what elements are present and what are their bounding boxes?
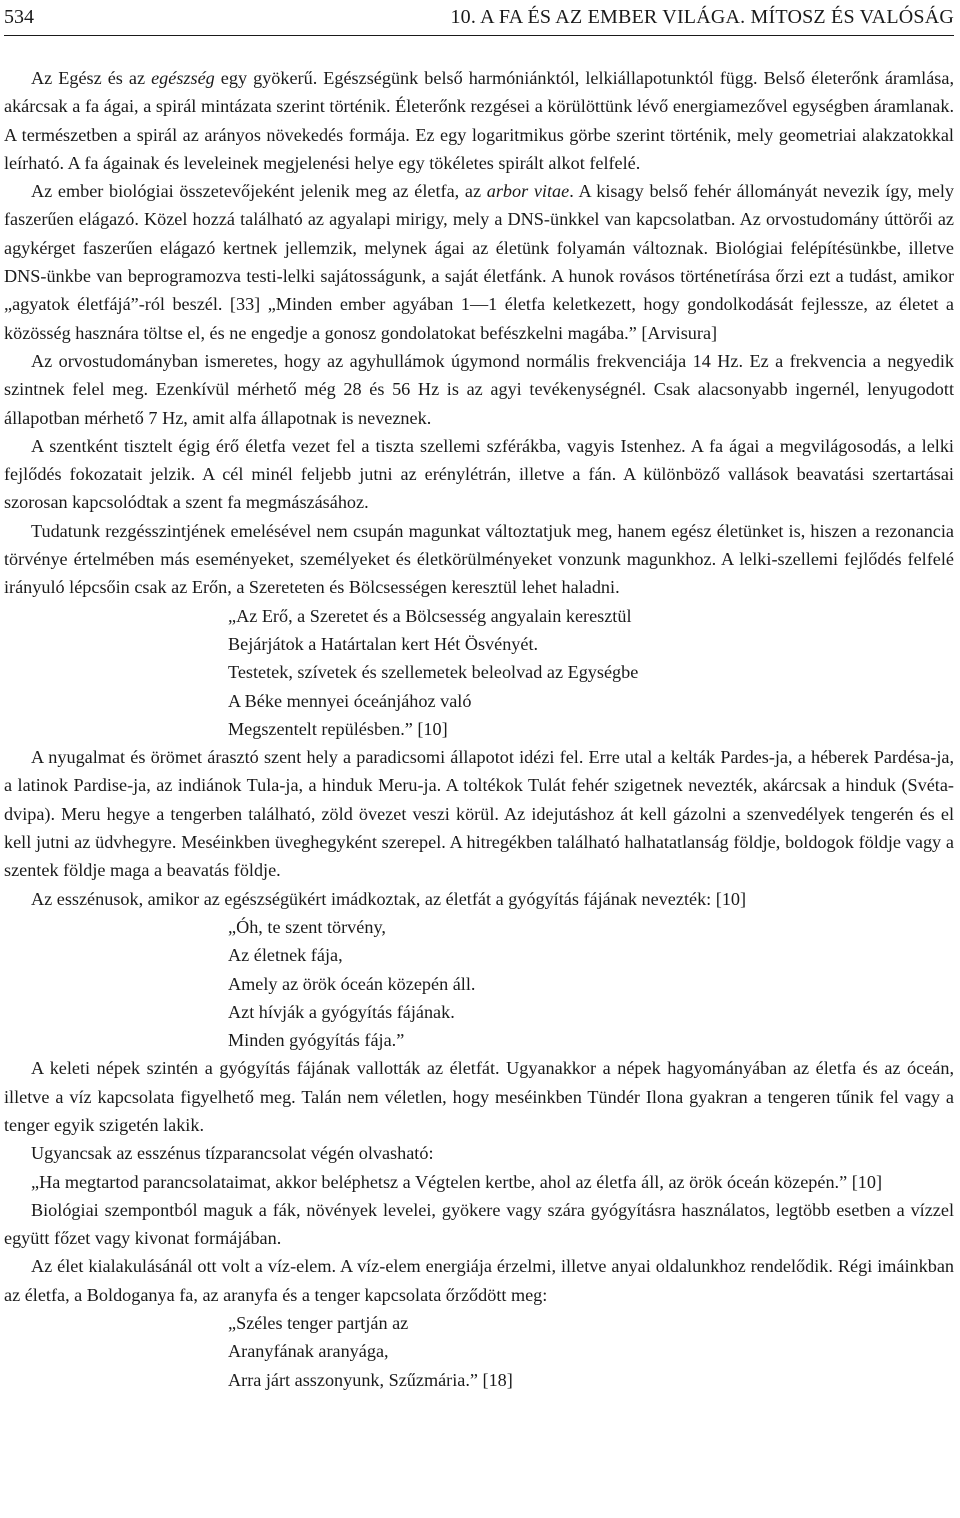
verse-line: Testetek, szívetek és szellemetek beleolvad az Egységbe [228, 662, 639, 683]
verse-line: „Széles tenger partján az [228, 1313, 409, 1334]
verse-line: „Óh, te szent törvény, [228, 916, 386, 937]
verse-line: Azt hívják a gyógyítás fájának. [228, 1001, 455, 1022]
verse-line: Aranyfának aranyága, [228, 1341, 389, 1362]
header-rule [4, 35, 954, 36]
page-header [4, 4, 954, 32]
page-number: 534 [4, 6, 34, 28]
verse-line: A Béke mennyei óceánjához való [228, 690, 472, 711]
verse-quote [4, 602, 954, 743]
paragraph: Az élet kialakulásánál ott volt a víz-elem. A víz-elem energiája érzelmi, illetve anyai oldalunkhoz rendelődik. Régi imáinkban az életfa, a Boldoganya fa, az aranyfa és a tenger kapcsolata őrződött meg: [4, 1256, 954, 1305]
page-body [4, 64, 954, 1394]
paragraph: A szentként tisztelt égig érő életfa vezet fel a tiszta szellemi szférákba, vagyis Istenhez. A fa ágai a megvilágosodás, a lelki fejlődés fokozatait jelzik. A cél minél feljebb jutni az erénylétrán, illetve a fán. A különböző vallások beavatási szertartásai szorosan kapcsolódtak a szent fa megmászásához. [4, 435, 954, 513]
verse-line: Arra járt asszonyunk, Szűzmária.” [18] [228, 1369, 513, 1390]
running-head: 10. A FA ÉS AZ EMBER VILÁGA. MÍTOSZ ÉS VALÓSÁG [450, 6, 954, 28]
verse-line: „Az Erő, a Szeretet és a Bölcsesség angyalain keresztül [228, 605, 632, 626]
paragraph: Ugyancsak az esszénus tízparancsolat végén olvasható: [31, 1143, 434, 1164]
verse-quote [4, 1309, 954, 1394]
paragraph: Az Egész és az egészség egy gyökerű. Egészségünk belső harmóniánktól, lelkiállapotunktól függ. Belső életerőnk áramlása, akárcsak a fa ágai, a spirál mintázata szerint történik. Életerőnk rezgései a körülöttünk lévő energiamezővel egységben áramlanak. A természetben a spirál az arányos növekedés formája. Ez egy logaritmikus görbe szerint történik, mely geometriai alakzatokkal leírható. A fa ágainak és leveleinek megjelenési helye egy tökéletes spirált alkot felfelé. [4, 68, 954, 173]
paragraph: Tudatunk rezgésszintjének emelésével nem csupán magunkat változtatjuk meg, hanem egész életünket is, hiszen a rezonancia törvénye értelmében más eseményeket, személyeket és életkörülményeket vonzunk magunkhoz. A lelki-szellemi fejlődés felfelé irányuló lépcsőin csak az Erőn, a Szereteten és Bölcsességen keresztül lehet haladni. [4, 520, 954, 598]
verse-line: Amely az örök óceán közepén áll. [228, 973, 476, 994]
verse-line: Megszentelt repülésben.” [10] [228, 718, 448, 739]
paragraph: Biológiai szempontból maguk a fák, növények levelei, gyökere vagy szára gyógyításra használatos, legtöbb esetben a vízzel együtt főzet vagy kivonat formájában. [4, 1199, 954, 1249]
verse-line: Az életnek fája, [228, 945, 343, 966]
paragraph: Az esszénusok, amikor az egészségükért imádkoztak, az életfát a gyógyítás fájának nevezték: [10] [31, 888, 747, 909]
paragraph: „Ha megtartod parancsolataimat, akkor beléphetsz a Végtelen kertbe, ahol az életfa áll, az örök óceán közepén.” [10] [31, 1171, 883, 1192]
verse-line: Bejárjátok a Határtalan kert Hét Ösvényét. [228, 633, 539, 654]
paragraph: A nyugalmat és örömet árasztó szent hely a paradicsomi állapotot idézi fel. Erre utal a kelták Pardes-ja, a héberek Pardésa-ja, a latinok Pardise-ja, az indiánok Tula-ja, a hinduk Meru-ja. A toltékok Tulát fehér szigetnek nevezték, akárcsak a hinduk (Svéta-dvipa). Meru hegye a tengerben található, zöld övezet veszi körül. Az idejutáshoz át kell gázolni a szenvedélyek tengerén és el kell jutni az üdvhegyre. Meséinkben üveghegyként szerepel. A hitregékben található halhatatlanság földje, boldogok földje vagy a szentek földje maga a beavatás földje. [4, 747, 954, 881]
verse-line: Minden gyógyítás fája.” [228, 1030, 405, 1051]
verse-quote [4, 913, 954, 1054]
paragraph: Az orvostudományban ismeretes, hogy az agyhullámok úgymond normális frekvenciája 14 Hz. Ez a frekvencia a negyedik szintnek felel meg. Ezenkívül mérhető még 28 és 56 Hz is az agyi tevékenységnél. Csak alacsonyabb ingernél, lenyugodott állapotban mérhető 7 Hz, amit alfa állapotnak is neveznek. [4, 350, 954, 428]
paragraph: Az ember biológiai összetevőjeként jelenik meg az életfa, az arbor vitae. A kisagy belső fehér állományát nevezik így, mely faszerűen elágazó. Közel hozzá található az agyalapi mirigy, mely a DNS-ünkkel van kapcsolatban. Az orvostudomány úttörői az agykérget faszerűen elágazó kertnek jellemzik, melynek ágai az életünk folyamán változnak. Biológiai felépítésünkbe, illetve DNS-ünkbe van beprogramozva testi-lelki sajátosságunk, a saját életfánk. A hunok rovásos történetírása őrzi ezt a tudást, amikor „agyatok életfájá”-ról beszél. [33] „Minden ember agyában 1—1 életfa keletkezett, hogy gondolkodását fejlessze, az életet a közösség hasznára töltse el, és ne engedje a gonosz gondolatokat befészkelni magába.” [Arvisura] [4, 181, 954, 343]
paragraph: A keleti népek szintén a gyógyítás fájának vallották az életfát. Ugyanakkor a népek hagyományában az életfa és az óceán, illetve a víz kapcsolata figyelhető meg. Talán nem véletlen, hogy meséinkben Tündér Ilona gyakran a tengeren tűnik fel vagy a tenger egyik szigetén lakik. [4, 1058, 954, 1135]
